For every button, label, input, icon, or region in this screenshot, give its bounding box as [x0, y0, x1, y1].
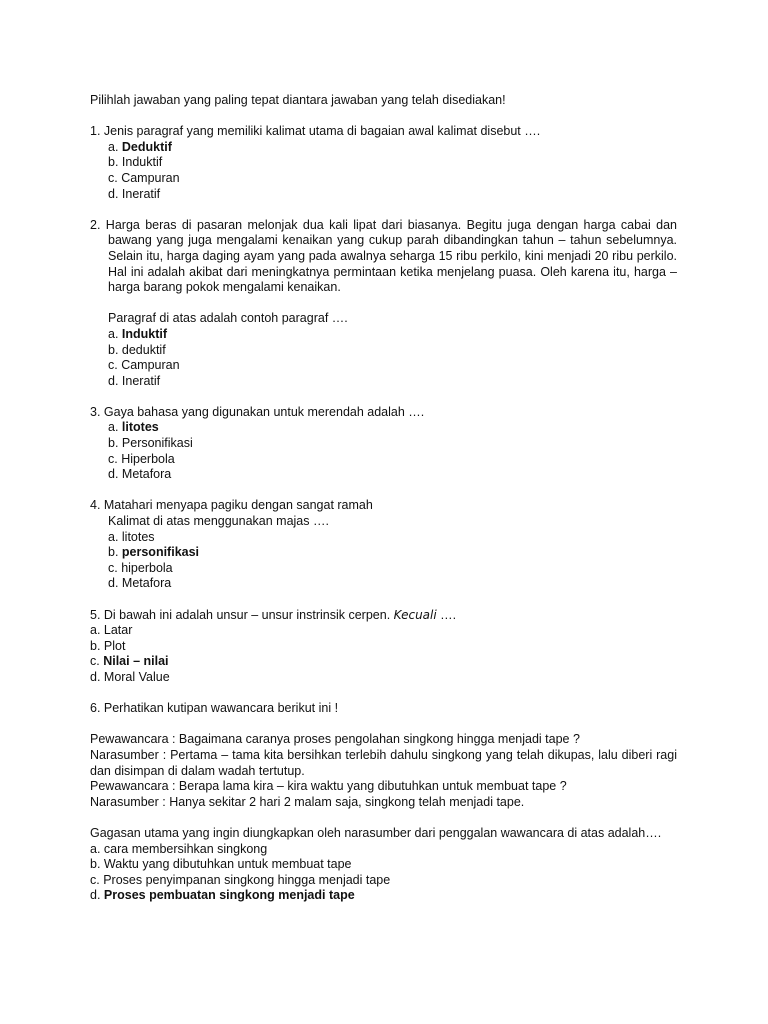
q1-option-d: d. Ineratif: [108, 186, 161, 201]
question-4-prompt: Kalimat di atas menggunakan majas ….: [108, 514, 329, 529]
question-2: [90, 218, 677, 390]
dialogue-line-4: Narasumber : Hanya sekitar 2 hari 2 malam saja, singkong telah menjadi tape.: [90, 794, 525, 809]
q4-option-b: b. personifikasi: [108, 545, 200, 560]
q3-answer-a: litotes: [121, 420, 159, 435]
dialogue-line-1: Pewawancara : Bagaimana caranya proses pengolahan singkong hingga menjadi tape ?: [90, 732, 580, 747]
q5-option-a: a. Latar: [90, 623, 133, 638]
q5-answer-c: Nilai – nilai: [103, 654, 169, 669]
q4-answer-b: personifikasi: [121, 545, 200, 560]
q1-option-a: a. Deduktif: [108, 139, 172, 154]
q3-option-c: c. Hiperbola: [108, 451, 175, 466]
q3-option-a: a. litotes: [108, 420, 159, 435]
q5-option-b: b. Plot: [90, 638, 126, 653]
question-4: [90, 498, 677, 592]
question-2-text: 2. Harga beras di pasaran melonjak dua kali lipat dari biasanya. Begitu juga dengan harga cabai dan bawang yang juga mengalami kenaikan yang cukup parah dibandingkan tahun – tahun sebelumnya. Selain itu, harga daging ayam yang pada awalnya seharga 15 ribu perkilo, kini menjadi 20 ribu perkilo. Hal ini adalah akibat dari meningkatnya permintaan ketika menjelang puasa. Oleh karena itu, harga – harga barang pokok mengalami kenaikan.: [90, 217, 677, 295]
dialogue-line-3: Pewawancara : Berapa lama kira – kira waktu yang dibutuhkan untuk membuat tape ?: [90, 779, 567, 794]
question-3-text: 3. Gaya bahasa yang digunakan untuk merendah adalah ….: [90, 404, 425, 419]
q2-answer-a: Induktif: [121, 326, 168, 341]
question-3: [90, 405, 677, 483]
q3-option-b: b. Personifikasi: [108, 436, 193, 451]
q4-option-c: c. hiperbola: [108, 560, 173, 575]
instruction: Pilihlah jawaban yang paling tepat diantara jawaban yang telah disediakan!: [90, 93, 506, 107]
question-5-text: 5. Di bawah ini adalah unsur – unsur instrinsik cerpen. Kecuali ….: [90, 607, 457, 622]
q6-option-d: d. Proses pembuatan singkong menjadi tape: [90, 888, 355, 903]
q6-option-a: a. cara membersihkan singkong: [90, 841, 268, 856]
question-6: [90, 701, 677, 904]
question-5: [90, 608, 677, 686]
question-1-text: 1. Jenis paragraf yang memiliki kalimat utama di bagaian awal kalimat disebut ….: [90, 124, 541, 139]
q5-option-c: c. Nilai – nilai: [90, 654, 169, 669]
question-5-italic: Kecuali: [393, 607, 437, 622]
q1-answer-a: Deduktif: [121, 139, 172, 154]
q6-option-c: c. Proses penyimpanan singkong hingga menjadi tape: [90, 872, 391, 887]
q1-option-c: c. Campuran: [108, 170, 180, 185]
q4-option-a: a. litotes: [108, 529, 155, 544]
question-6-text: 6. Perhatikan kutipan wawancara berikut ini !: [90, 701, 339, 716]
dialogue-line-2: Narasumber : Pertama – tama kita bersihkan terlebih dahulu singkong yang telah dikupas, lalu diberi ragi dan disimpan di dalam wadah tertutup.: [90, 747, 677, 778]
q1-option-b: b. Induktif: [108, 155, 163, 170]
q2-option-a: a. Induktif: [108, 326, 168, 341]
q2-option-d: d. Ineratif: [108, 373, 161, 388]
q3-option-d: d. Metafora: [108, 467, 172, 482]
q5-option-d: d. Moral Value: [90, 669, 170, 684]
question-6-prompt: Gagasan utama yang ingin diungkapkan oleh narasumber dari penggalan wawancara di atas adalah….: [90, 825, 662, 840]
q2-option-c: c. Campuran: [108, 358, 180, 373]
question-1: [90, 124, 677, 202]
q2-option-b: b. deduktif: [108, 342, 166, 357]
q6-answer-d: Proses pembuatan singkong menjadi tape: [103, 888, 355, 903]
q6-option-b: b. Waktu yang dibutuhkan untuk membuat tape: [90, 857, 352, 872]
q4-option-d: d. Metafora: [108, 576, 172, 591]
question-4-text: 4. Matahari menyapa pagiku dengan sangat ramah: [90, 498, 373, 513]
question-2-prompt: Paragraf di atas adalah contoh paragraf ….: [108, 311, 348, 326]
document-content: [90, 93, 677, 904]
